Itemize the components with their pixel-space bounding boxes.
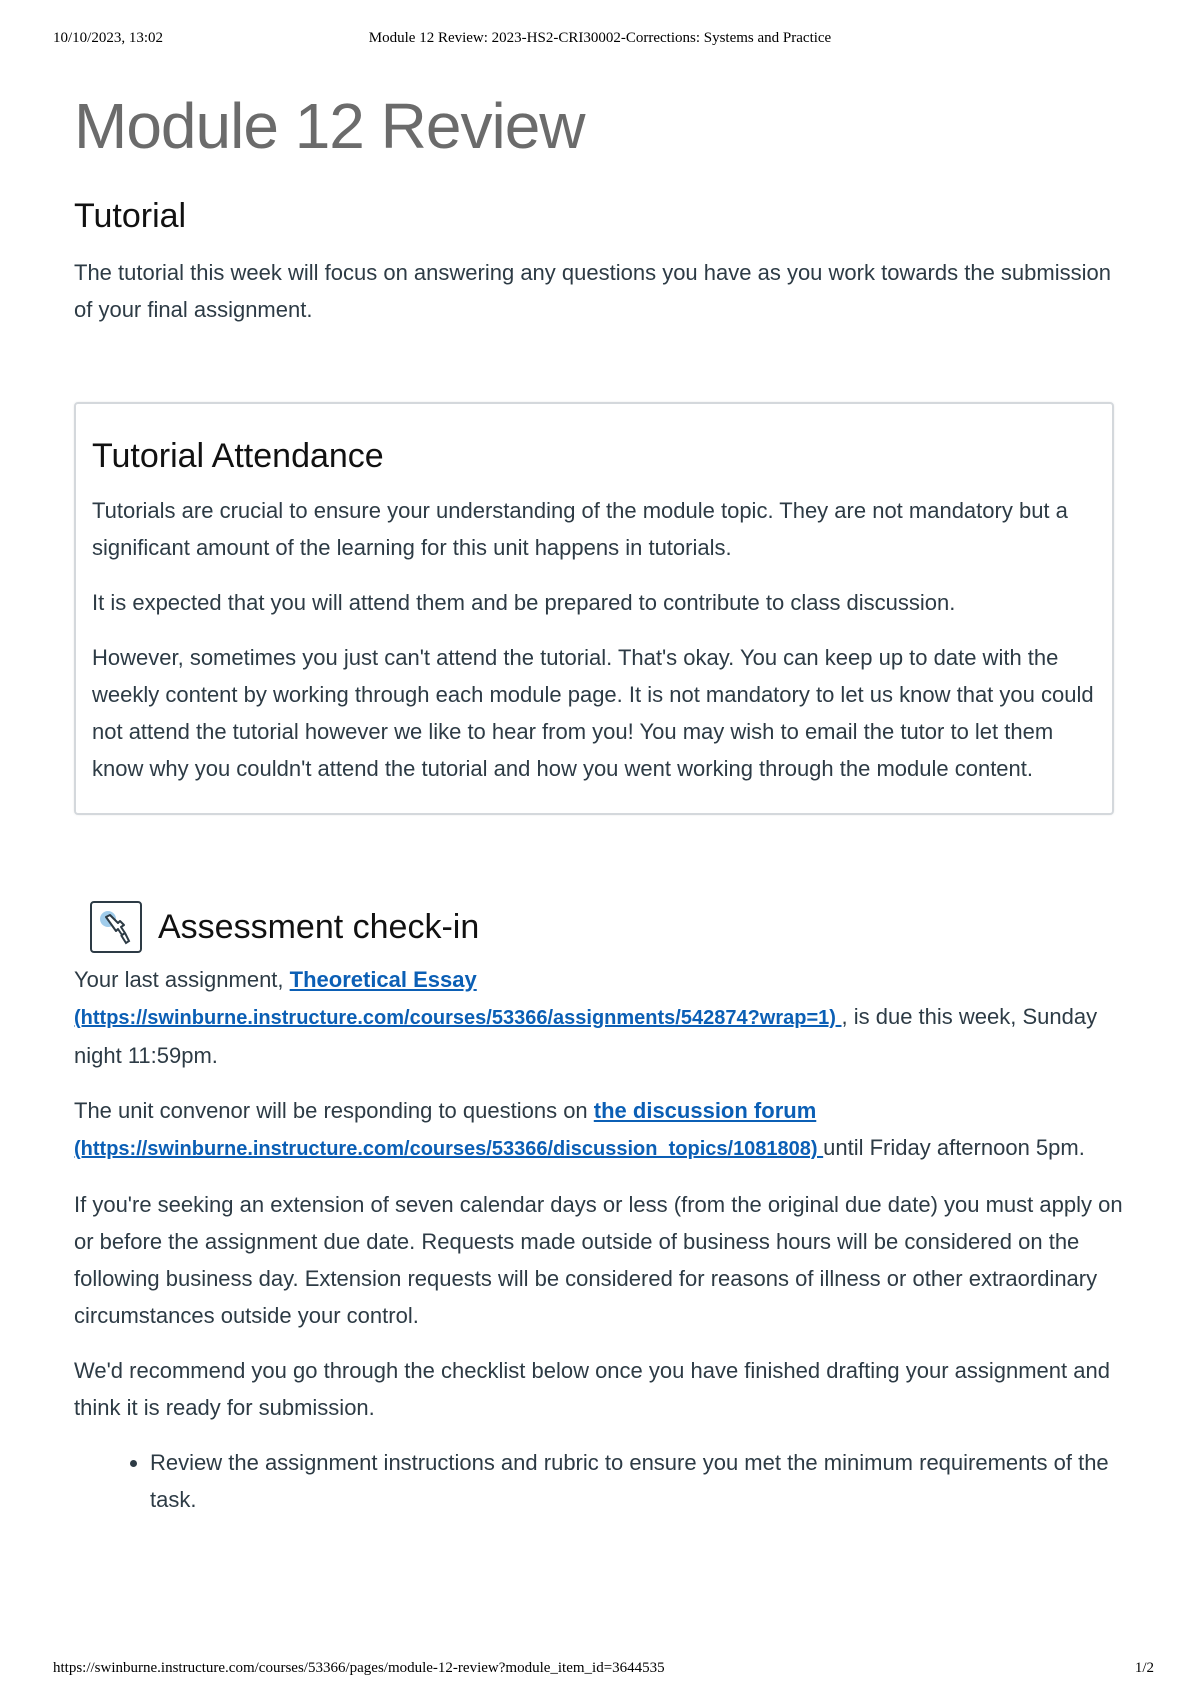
theoretical-essay-url-link[interactable]: (https://swinburne.instructure.com/courses/53366/assignments/542874?wrap=1) xyxy=(74,1007,842,1029)
print-doc-title: Module 12 Review: 2023-HS2-CRI30002-Corrections: Systems and Practice xyxy=(368,30,832,46)
attendance-heading: Tutorial Attendance xyxy=(92,437,384,475)
print-url: https://swinburne.instructure.com/courses/53366/pages/module-12-review?module_item_id=3644535 xyxy=(53,1660,665,1676)
page-content xyxy=(74,84,1134,1526)
checkin-p2-text-after: until Friday afternoon 5pm. xyxy=(823,1135,1085,1160)
submission-checklist xyxy=(74,1444,1134,1518)
attendance-paragraph-2: It is expected that you will attend them and be prepared to contribute to class discussion. xyxy=(92,590,956,615)
checkin-paragraph-4: We'd recommend you go through the checklist below once you have finished drafting your assignment and think it is ready for submission. xyxy=(74,1358,1110,1420)
tutorial-attendance-box xyxy=(74,402,1114,815)
print-header xyxy=(0,30,1200,50)
discussion-forum-url-link[interactable]: (https://swinburne.instructure.com/courses/53366/discussion_topics/1081808) xyxy=(74,1138,824,1160)
checkin-paragraph-1 xyxy=(74,961,1134,1074)
checklist-item: • Review the assignment instructions and rubric to ensure you met the minimum requirements of the task. xyxy=(150,1444,1134,1518)
discussion-forum-link[interactable]: the discussion forum xyxy=(593,1098,817,1123)
checkin-p1-text-after: , is due this week, Sunday night 11:59pm. xyxy=(74,1004,1098,1068)
print-datetime: 10/10/2023, 13:02 xyxy=(53,30,164,46)
theoretical-essay-link[interactable]: Theoretical Essay xyxy=(289,967,477,992)
tutorial-text: The tutorial this week will focus on answering any questions you have as you work towards the submission of your final assignment. xyxy=(74,260,1111,322)
checkin-paragraph-2 xyxy=(74,1092,1134,1168)
attendance-paragraph-3: However, sometimes you just can't attend the tutorial. That's okay. You can keep up to date with the weekly content by working through each module page. It is not mandatory to let us know that you could not attend the tutorial however we like to hear from you! You may wish to email the tutor to let them know why you couldn't attend the tutorial and how you went working through the module content. xyxy=(92,645,1094,781)
print-page-number: 1/2 xyxy=(1134,1660,1154,1676)
checkin-p1-text-before: Your last assignment, xyxy=(74,967,290,992)
pointer-hand-icon xyxy=(90,901,142,953)
assessment-checkin-header xyxy=(90,901,1134,953)
tutorial-heading: Tutorial xyxy=(74,197,187,235)
checkin-p2-text-before: The unit convenor will be responding to questions on xyxy=(74,1098,594,1123)
print-footer xyxy=(0,1660,1200,1680)
page-title: Module 12 Review xyxy=(74,90,585,162)
checkin-heading: Assessment check-in xyxy=(158,908,480,946)
checkin-paragraph-3: If you're seeking an extension of seven calendar days or less (from the original due date) you must apply on or before the assignment due date. Requests made outside of business hours will be considered on the following business day. Extension requests will be considered for reasons of illness or other extraordinary circumstances outside your control. xyxy=(74,1192,1123,1328)
attendance-paragraph-1: Tutorials are crucial to ensure your understanding of the module topic. They are not mandatory but a significant amount of the learning for this unit happens in tutorials. xyxy=(92,498,1068,560)
